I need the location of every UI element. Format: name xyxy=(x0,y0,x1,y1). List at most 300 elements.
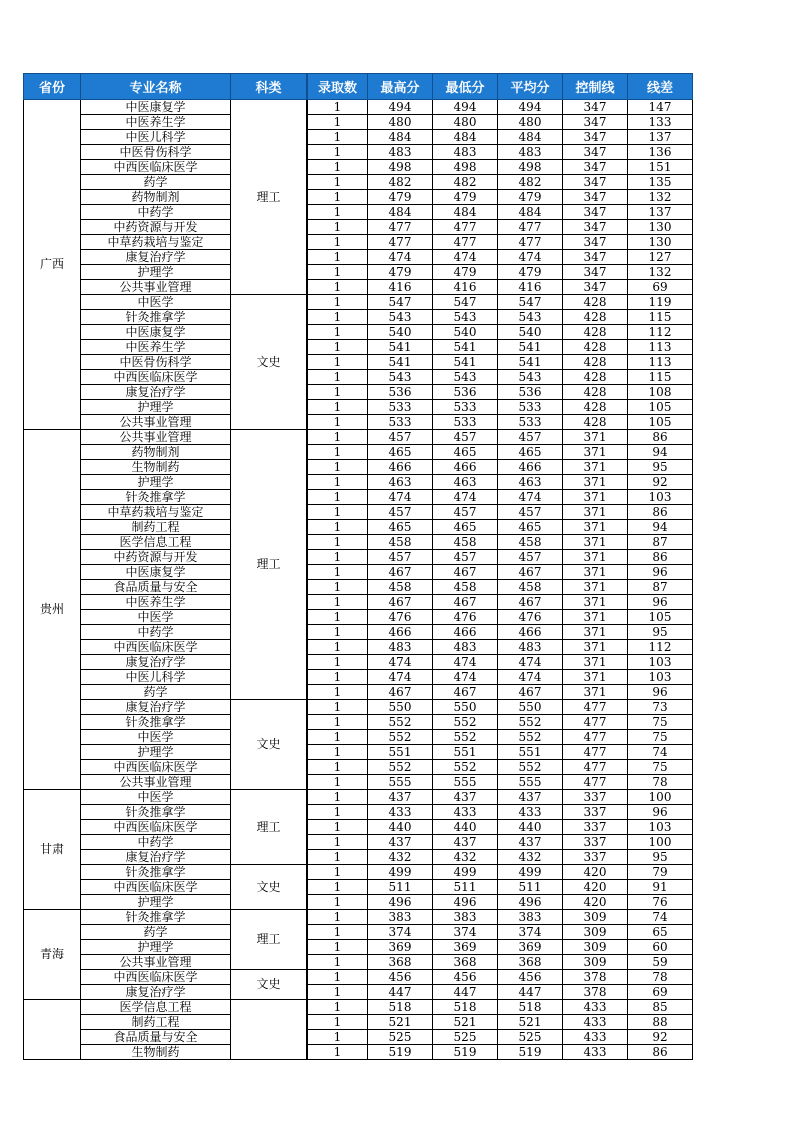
control-cell: 428 xyxy=(563,325,628,340)
major-cell: 护理学 xyxy=(81,475,231,490)
header-admitted: 录取数 xyxy=(308,74,368,100)
avg-cell: 383 xyxy=(498,910,563,925)
subject-cell: 文史 xyxy=(231,865,307,910)
diff-cell: 105 xyxy=(628,610,693,625)
table-row xyxy=(24,400,693,415)
table-row xyxy=(24,1045,693,1060)
max-cell: 369 xyxy=(368,940,433,955)
min-cell: 458 xyxy=(433,535,498,550)
control-cell: 347 xyxy=(563,130,628,145)
max-cell: 467 xyxy=(368,565,433,580)
min-cell: 374 xyxy=(433,925,498,940)
admitted-cell: 1 xyxy=(308,1030,368,1045)
diff-cell: 95 xyxy=(628,460,693,475)
major-cell: 中药学 xyxy=(81,835,231,850)
min-cell: 465 xyxy=(433,520,498,535)
control-cell: 371 xyxy=(563,670,628,685)
major-cell: 中西医临床医学 xyxy=(81,640,231,655)
control-cell: 347 xyxy=(563,220,628,235)
max-cell: 543 xyxy=(368,310,433,325)
avg-cell: 525 xyxy=(498,1030,563,1045)
control-cell: 371 xyxy=(563,520,628,535)
admitted-cell: 1 xyxy=(308,625,368,640)
control-cell: 433 xyxy=(563,1045,628,1060)
max-cell: 433 xyxy=(368,805,433,820)
control-cell: 477 xyxy=(563,730,628,745)
province-cell: 广西 xyxy=(24,100,81,430)
major-cell: 中西医临床医学 xyxy=(81,370,231,385)
major-cell: 中西医临床医学 xyxy=(81,820,231,835)
table-row xyxy=(24,880,693,895)
major-cell: 药学 xyxy=(81,175,231,190)
admitted-cell: 1 xyxy=(308,1015,368,1030)
admitted-cell: 1 xyxy=(308,850,368,865)
control-cell: 371 xyxy=(563,640,628,655)
major-cell: 中医学 xyxy=(81,610,231,625)
diff-cell: 119 xyxy=(628,295,693,310)
table-row xyxy=(24,970,693,985)
control-cell: 428 xyxy=(563,400,628,415)
control-cell: 371 xyxy=(563,610,628,625)
avg-cell: 458 xyxy=(498,580,563,595)
max-cell: 479 xyxy=(368,265,433,280)
table-row xyxy=(24,640,693,655)
diff-cell: 136 xyxy=(628,145,693,160)
diff-cell: 151 xyxy=(628,160,693,175)
admitted-cell: 1 xyxy=(308,115,368,130)
max-cell: 550 xyxy=(368,700,433,715)
major-cell: 药物制剂 xyxy=(81,190,231,205)
max-cell: 416 xyxy=(368,280,433,295)
major-cell: 康复治疗学 xyxy=(81,700,231,715)
diff-cell: 137 xyxy=(628,130,693,145)
avg-cell: 479 xyxy=(498,190,563,205)
avg-cell: 533 xyxy=(498,400,563,415)
min-cell: 511 xyxy=(433,880,498,895)
diff-cell: 130 xyxy=(628,220,693,235)
diff-cell: 132 xyxy=(628,190,693,205)
min-cell: 466 xyxy=(433,460,498,475)
table-row xyxy=(24,670,693,685)
province-cell: 青海 xyxy=(24,910,81,1000)
control-cell: 420 xyxy=(563,895,628,910)
control-cell: 347 xyxy=(563,160,628,175)
admitted-cell: 1 xyxy=(308,865,368,880)
min-cell: 499 xyxy=(433,865,498,880)
avg-cell: 541 xyxy=(498,355,563,370)
max-cell: 477 xyxy=(368,235,433,250)
major-cell: 康复治疗学 xyxy=(81,655,231,670)
admitted-cell: 1 xyxy=(308,205,368,220)
major-cell: 护理学 xyxy=(81,400,231,415)
table-row xyxy=(24,505,693,520)
major-cell: 食品质量与安全 xyxy=(81,1030,231,1045)
control-cell: 371 xyxy=(563,625,628,640)
major-cell: 中药学 xyxy=(81,205,231,220)
diff-cell: 112 xyxy=(628,325,693,340)
diff-cell: 75 xyxy=(628,715,693,730)
control-cell: 371 xyxy=(563,595,628,610)
table-row xyxy=(24,250,693,265)
major-cell: 公共事业管理 xyxy=(81,955,231,970)
admitted-cell: 1 xyxy=(308,745,368,760)
control-cell: 371 xyxy=(563,580,628,595)
major-cell: 制药工程 xyxy=(81,1015,231,1030)
table-row xyxy=(24,145,693,160)
header-avg: 平均分 xyxy=(498,74,563,100)
min-cell: 457 xyxy=(433,550,498,565)
control-cell: 371 xyxy=(563,490,628,505)
diff-cell: 69 xyxy=(628,985,693,1000)
table-row xyxy=(24,295,693,310)
max-cell: 368 xyxy=(368,955,433,970)
diff-cell: 65 xyxy=(628,925,693,940)
max-cell: 555 xyxy=(368,775,433,790)
table-row xyxy=(24,460,693,475)
min-cell: 551 xyxy=(433,745,498,760)
max-cell: 474 xyxy=(368,655,433,670)
min-cell: 474 xyxy=(433,670,498,685)
control-cell: 309 xyxy=(563,925,628,940)
max-cell: 496 xyxy=(368,895,433,910)
max-cell: 374 xyxy=(368,925,433,940)
table-row xyxy=(24,415,693,430)
avg-cell: 555 xyxy=(498,775,563,790)
table-row xyxy=(24,445,693,460)
diff-cell: 87 xyxy=(628,580,693,595)
major-cell: 药物制剂 xyxy=(81,445,231,460)
diff-cell: 96 xyxy=(628,595,693,610)
max-cell: 551 xyxy=(368,745,433,760)
admitted-cell: 1 xyxy=(308,265,368,280)
table-row xyxy=(24,655,693,670)
header-diff: 线差 xyxy=(628,74,693,100)
control-cell: 347 xyxy=(563,175,628,190)
max-cell: 518 xyxy=(368,1000,433,1015)
subject-cell: 理工 xyxy=(231,430,307,700)
major-cell: 制药工程 xyxy=(81,520,231,535)
avg-cell: 474 xyxy=(498,670,563,685)
max-cell: 477 xyxy=(368,220,433,235)
max-cell: 456 xyxy=(368,970,433,985)
min-cell: 457 xyxy=(433,505,498,520)
avg-cell: 477 xyxy=(498,220,563,235)
table-row xyxy=(24,790,693,805)
control-cell: 420 xyxy=(563,865,628,880)
diff-cell: 115 xyxy=(628,370,693,385)
avg-cell: 437 xyxy=(498,790,563,805)
table-row xyxy=(24,370,693,385)
max-cell: 511 xyxy=(368,880,433,895)
control-cell: 378 xyxy=(563,985,628,1000)
avg-cell: 457 xyxy=(498,430,563,445)
table-row xyxy=(24,340,693,355)
avg-cell: 494 xyxy=(498,100,563,115)
min-cell: 483 xyxy=(433,145,498,160)
control-cell: 371 xyxy=(563,505,628,520)
diff-cell: 112 xyxy=(628,640,693,655)
major-cell: 中药资源与开发 xyxy=(81,550,231,565)
max-cell: 479 xyxy=(368,190,433,205)
major-cell: 中医养生学 xyxy=(81,115,231,130)
min-cell: 474 xyxy=(433,490,498,505)
control-cell: 371 xyxy=(563,430,628,445)
control-cell: 347 xyxy=(563,190,628,205)
min-cell: 447 xyxy=(433,985,498,1000)
admitted-cell: 1 xyxy=(308,790,368,805)
max-cell: 474 xyxy=(368,490,433,505)
max-cell: 440 xyxy=(368,820,433,835)
province-cell xyxy=(24,1000,81,1060)
subject-cell: 理工 xyxy=(231,100,307,295)
major-cell: 中医儿科学 xyxy=(81,130,231,145)
control-cell: 337 xyxy=(563,805,628,820)
control-cell: 371 xyxy=(563,655,628,670)
avg-cell: 543 xyxy=(498,370,563,385)
avg-cell: 484 xyxy=(498,205,563,220)
min-cell: 498 xyxy=(433,160,498,175)
table-row xyxy=(24,160,693,175)
min-cell: 479 xyxy=(433,190,498,205)
avg-cell: 432 xyxy=(498,850,563,865)
control-cell: 309 xyxy=(563,910,628,925)
control-cell: 477 xyxy=(563,760,628,775)
diff-cell: 108 xyxy=(628,385,693,400)
diff-cell: 137 xyxy=(628,205,693,220)
major-cell: 针灸推拿学 xyxy=(81,805,231,820)
control-cell: 477 xyxy=(563,700,628,715)
control-cell: 477 xyxy=(563,715,628,730)
max-cell: 457 xyxy=(368,505,433,520)
control-cell: 347 xyxy=(563,265,628,280)
table-row xyxy=(24,115,693,130)
avg-cell: 536 xyxy=(498,385,563,400)
admitted-cell: 1 xyxy=(308,1045,368,1060)
diff-cell: 96 xyxy=(628,565,693,580)
admitted-cell: 1 xyxy=(308,220,368,235)
admitted-cell: 1 xyxy=(308,145,368,160)
avg-cell: 463 xyxy=(498,475,563,490)
max-cell: 498 xyxy=(368,160,433,175)
major-cell: 公共事业管理 xyxy=(81,415,231,430)
min-cell: 479 xyxy=(433,265,498,280)
min-cell: 474 xyxy=(433,655,498,670)
admitted-cell: 1 xyxy=(308,190,368,205)
admitted-cell: 1 xyxy=(308,985,368,1000)
avg-cell: 466 xyxy=(498,460,563,475)
table-row xyxy=(24,700,693,715)
control-cell: 347 xyxy=(563,235,628,250)
diff-cell: 100 xyxy=(628,835,693,850)
table-row xyxy=(24,610,693,625)
table-row xyxy=(24,235,693,250)
max-cell: 494 xyxy=(368,100,433,115)
min-cell: 480 xyxy=(433,115,498,130)
control-cell: 433 xyxy=(563,1030,628,1045)
min-cell: 368 xyxy=(433,955,498,970)
min-cell: 482 xyxy=(433,175,498,190)
min-cell: 369 xyxy=(433,940,498,955)
diff-cell: 113 xyxy=(628,340,693,355)
control-cell: 428 xyxy=(563,340,628,355)
admitted-cell: 1 xyxy=(308,835,368,850)
diff-cell: 135 xyxy=(628,175,693,190)
table-row xyxy=(24,985,693,1000)
admitted-cell: 1 xyxy=(308,565,368,580)
avg-cell: 499 xyxy=(498,865,563,880)
admitted-cell: 1 xyxy=(308,475,368,490)
min-cell: 433 xyxy=(433,805,498,820)
major-cell: 护理学 xyxy=(81,265,231,280)
major-cell: 中药学 xyxy=(81,625,231,640)
control-cell: 371 xyxy=(563,685,628,700)
min-cell: 496 xyxy=(433,895,498,910)
table-row xyxy=(24,850,693,865)
control-cell: 347 xyxy=(563,100,628,115)
admitted-cell: 1 xyxy=(308,250,368,265)
table-row xyxy=(24,385,693,400)
min-cell: 463 xyxy=(433,475,498,490)
table-body xyxy=(24,100,693,1060)
min-cell: 541 xyxy=(433,340,498,355)
max-cell: 552 xyxy=(368,715,433,730)
admission-score-table xyxy=(23,73,693,1060)
major-cell: 中西医临床医学 xyxy=(81,970,231,985)
table-row xyxy=(24,730,693,745)
major-cell: 中医儿科学 xyxy=(81,670,231,685)
max-cell: 467 xyxy=(368,595,433,610)
avg-cell: 467 xyxy=(498,565,563,580)
min-cell: 437 xyxy=(433,835,498,850)
diff-cell: 103 xyxy=(628,820,693,835)
major-cell: 针灸推拿学 xyxy=(81,310,231,325)
table-row xyxy=(24,1000,693,1015)
table-row xyxy=(24,895,693,910)
avg-cell: 458 xyxy=(498,535,563,550)
admitted-cell: 1 xyxy=(308,1000,368,1015)
table-row xyxy=(24,355,693,370)
max-cell: 499 xyxy=(368,865,433,880)
control-cell: 371 xyxy=(563,550,628,565)
admitted-cell: 1 xyxy=(308,505,368,520)
admitted-cell: 1 xyxy=(308,580,368,595)
table-row xyxy=(24,475,693,490)
admitted-cell: 1 xyxy=(308,880,368,895)
min-cell: 467 xyxy=(433,565,498,580)
max-cell: 474 xyxy=(368,250,433,265)
min-cell: 474 xyxy=(433,250,498,265)
min-cell: 465 xyxy=(433,445,498,460)
admitted-cell: 1 xyxy=(308,430,368,445)
header-max: 最高分 xyxy=(368,74,433,100)
admitted-cell: 1 xyxy=(308,460,368,475)
table-row xyxy=(24,1015,693,1030)
admitted-cell: 1 xyxy=(308,700,368,715)
table-row xyxy=(24,310,693,325)
admitted-cell: 1 xyxy=(308,160,368,175)
diff-cell: 133 xyxy=(628,115,693,130)
min-cell: 416 xyxy=(433,280,498,295)
control-cell: 337 xyxy=(563,835,628,850)
admitted-cell: 1 xyxy=(308,760,368,775)
min-cell: 543 xyxy=(433,310,498,325)
table-row xyxy=(24,625,693,640)
diff-cell: 78 xyxy=(628,775,693,790)
max-cell: 552 xyxy=(368,730,433,745)
min-cell: 552 xyxy=(433,715,498,730)
avg-cell: 541 xyxy=(498,340,563,355)
diff-cell: 147 xyxy=(628,100,693,115)
major-cell: 针灸推拿学 xyxy=(81,865,231,880)
avg-cell: 482 xyxy=(498,175,563,190)
max-cell: 476 xyxy=(368,610,433,625)
avg-cell: 437 xyxy=(498,835,563,850)
control-cell: 477 xyxy=(563,745,628,760)
avg-cell: 457 xyxy=(498,505,563,520)
major-cell: 生物制药 xyxy=(81,1045,231,1060)
table-row xyxy=(24,595,693,610)
min-cell: 477 xyxy=(433,220,498,235)
avg-cell: 474 xyxy=(498,250,563,265)
diff-cell: 74 xyxy=(628,910,693,925)
max-cell: 541 xyxy=(368,340,433,355)
max-cell: 533 xyxy=(368,400,433,415)
major-cell: 公共事业管理 xyxy=(81,430,231,445)
header-subject: 科类 xyxy=(231,74,307,100)
min-cell: 550 xyxy=(433,700,498,715)
diff-cell: 132 xyxy=(628,265,693,280)
avg-cell: 474 xyxy=(498,655,563,670)
min-cell: 547 xyxy=(433,295,498,310)
diff-cell: 86 xyxy=(628,505,693,520)
control-cell: 347 xyxy=(563,250,628,265)
diff-cell: 69 xyxy=(628,280,693,295)
major-cell: 中医康复学 xyxy=(81,565,231,580)
avg-cell: 521 xyxy=(498,1015,563,1030)
control-cell: 371 xyxy=(563,475,628,490)
max-cell: 483 xyxy=(368,145,433,160)
avg-cell: 498 xyxy=(498,160,563,175)
max-cell: 482 xyxy=(368,175,433,190)
max-cell: 437 xyxy=(368,835,433,850)
min-cell: 456 xyxy=(433,970,498,985)
province-cell: 贵州 xyxy=(24,430,81,790)
max-cell: 543 xyxy=(368,370,433,385)
max-cell: 467 xyxy=(368,685,433,700)
avg-cell: 474 xyxy=(498,490,563,505)
min-cell: 533 xyxy=(433,400,498,415)
table-row xyxy=(24,190,693,205)
avg-cell: 466 xyxy=(498,625,563,640)
diff-cell: 76 xyxy=(628,895,693,910)
diff-cell: 75 xyxy=(628,760,693,775)
avg-cell: 416 xyxy=(498,280,563,295)
major-cell: 中药资源与开发 xyxy=(81,220,231,235)
control-cell: 477 xyxy=(563,775,628,790)
min-cell: 540 xyxy=(433,325,498,340)
major-cell: 中医骨伤科学 xyxy=(81,355,231,370)
table-row xyxy=(24,520,693,535)
diff-cell: 96 xyxy=(628,805,693,820)
major-cell: 中西医临床医学 xyxy=(81,760,231,775)
subject-cell: 文史 xyxy=(231,295,307,430)
min-cell: 552 xyxy=(433,730,498,745)
control-cell: 433 xyxy=(563,1015,628,1030)
major-cell: 药学 xyxy=(81,685,231,700)
major-cell: 中医养生学 xyxy=(81,595,231,610)
control-cell: 433 xyxy=(563,1000,628,1015)
avg-cell: 368 xyxy=(498,955,563,970)
